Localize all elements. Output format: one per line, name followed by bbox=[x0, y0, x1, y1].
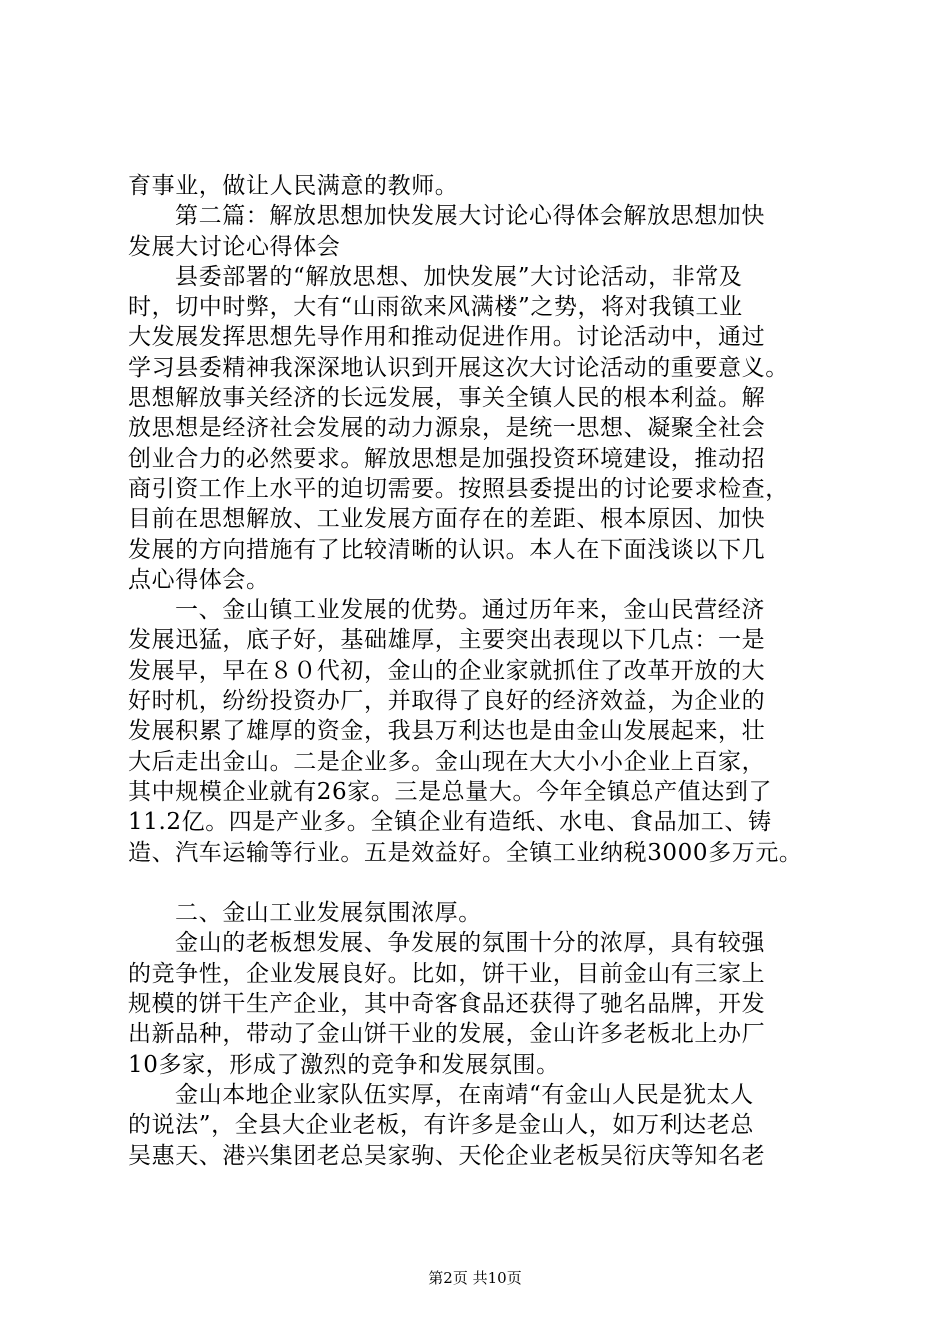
text-line: 的竞争性，企业发展良好。比如，饼干业，目前金山有三家上 bbox=[128, 960, 766, 987]
text-line: 的说法”，全县大企业老板，有许多是金山人，如万利达老总 bbox=[128, 1112, 754, 1139]
page-number-footer: 第2页 共10页 bbox=[428, 1269, 522, 1287]
text-line: 10多家，形成了激烈的竞争和发展氛围。 bbox=[128, 1051, 560, 1078]
text-line: 育事业，做让人民满意的教师。 bbox=[128, 173, 459, 199]
text-line: 规模的饼干生产企业，其中奇客食品还获得了驰名品牌，开发 bbox=[128, 991, 766, 1018]
text-line: 其中规模企业就有26家。三是总量大。今年全镇总产值达到了 bbox=[128, 778, 773, 805]
text-line: 大发展发挥思想先导作用和推动促进作用。讨论活动中，通过 bbox=[128, 324, 766, 351]
text-line: 发展迅猛，底子好，基础雄厚，主要突出表现以下几点：一是 bbox=[128, 627, 766, 654]
body-text bbox=[128, 171, 838, 1171]
text-line: 县委部署的“解放思想、加快发展”大讨论活动，非常及 bbox=[175, 263, 743, 290]
text-line: 时，切中时弊，大有“山雨欲来风满楼”之势，将对我镇工业 bbox=[128, 294, 743, 321]
blank-line bbox=[128, 868, 838, 898]
text-line: 好时机，纷纷投资办厂，并取得了良好的经济效益，为企业的 bbox=[128, 688, 766, 715]
text-line: 出新品种，带动了金山饼干业的发展，金山许多老板北上办厂 bbox=[128, 1021, 766, 1048]
section-heading: 二、金山工业发展氛围浓厚。 bbox=[175, 900, 482, 927]
text-line: 造、汽车运输等行业。五是效益好。全镇工业纳税3000多万元。 bbox=[128, 839, 803, 866]
text-line: 吴惠天、港兴集团老总吴家驹、天伦企业老板吴衍庆等知名老 bbox=[128, 1142, 766, 1169]
text-line: 11.2亿。四是产业多。全镇企业有造纸、水电、食品加工、铸 bbox=[128, 809, 772, 836]
text-line: 思想解放事关经济的长远发展，事关全镇人民的根本利益。解 bbox=[128, 385, 766, 412]
text-line: 发展大讨论心得体会 bbox=[128, 233, 341, 260]
text-line: 发展早，早在８０代初，金山的企业家就抓住了改革开放的大 bbox=[128, 657, 766, 684]
text-line: 商引资工作上水平的迫切需要。按照县委提出的讨论要求检查， bbox=[128, 475, 789, 502]
text-line: 目前在思想解放、工业发展方面存在的差距、根本原因、加快 bbox=[128, 506, 766, 533]
text-line: 发展积累了雄厚的资金，我县万利达也是由金山发展起来，壮 bbox=[128, 718, 766, 745]
text-line: 金山的老板想发展、争发展的氛围十分的浓厚，具有较强 bbox=[175, 930, 765, 957]
text-line: 一、金山镇工业发展的优势。通过历年来，金山民营经济 bbox=[175, 597, 765, 624]
text-line: 放思想是经济社会发展的动力源泉，是统一思想、凝聚全社会 bbox=[128, 415, 766, 442]
text-line: 金山本地企业家队伍实厚，在南靖“有金山人民是犹太人 bbox=[175, 1081, 754, 1108]
section-heading: 第二篇：解放思想加快发展大讨论心得体会解放思想加快 bbox=[175, 203, 765, 230]
text-line: 发展的方向措施有了比较清晰的认识。本人在下面浅谈以下几 bbox=[128, 536, 766, 563]
text-line: 点心得体会。 bbox=[128, 566, 270, 593]
text-line: 大后走出金山。二是企业多。金山现在大大小小企业上百家， bbox=[128, 748, 766, 775]
text-line: 学习县委精神我深深地认识到开展这次大讨论活动的重要意义。 bbox=[128, 354, 789, 381]
text-line: 创业合力的必然要求。解放思想是加强投资环境建设，推动招 bbox=[128, 445, 766, 472]
